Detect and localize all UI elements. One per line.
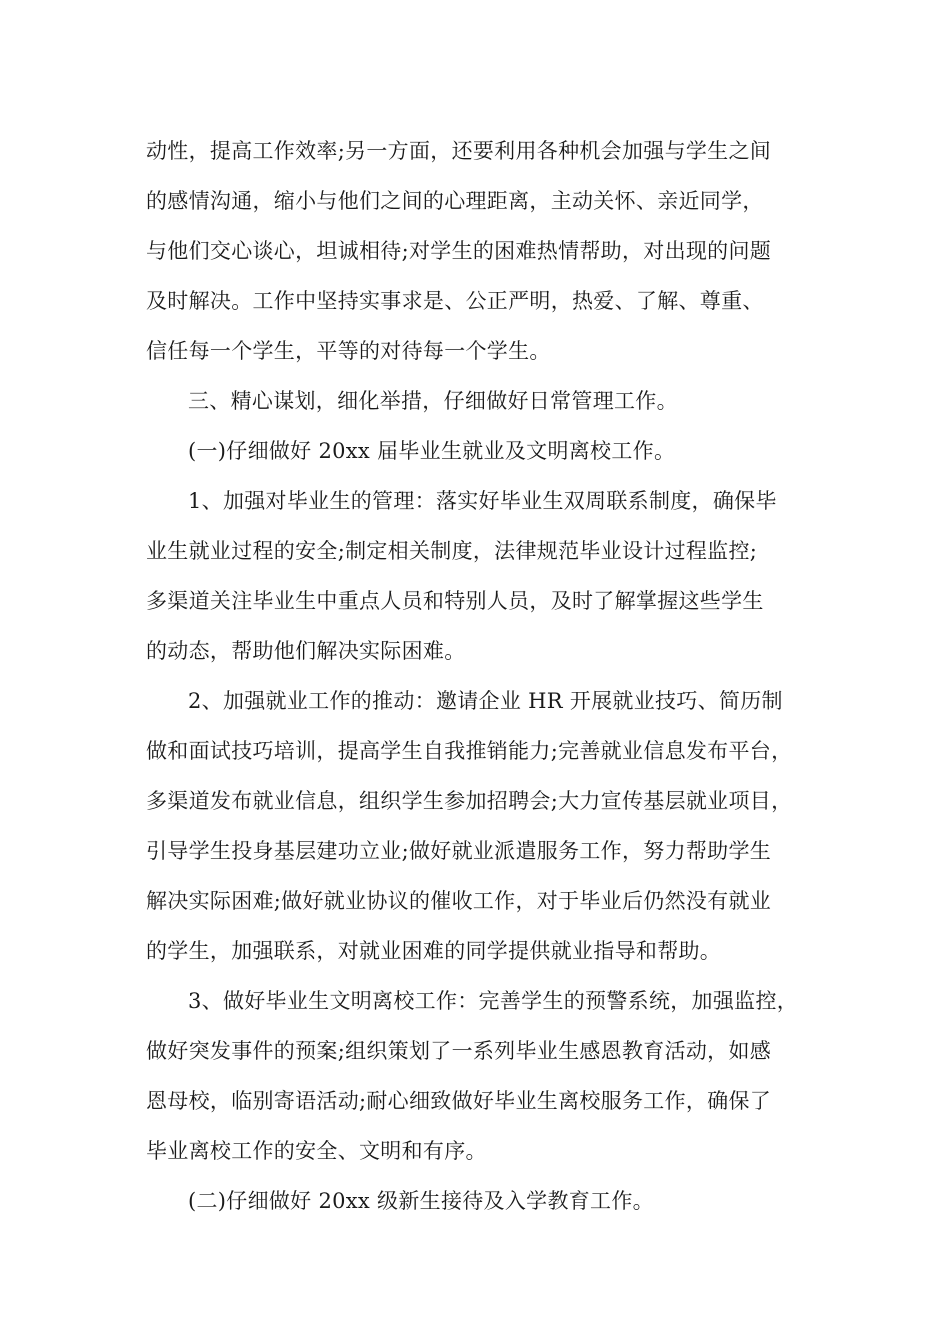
paragraph-line: 动性，提高工作效率;另一方面，还要利用各种机会加强与学生之间 bbox=[146, 139, 772, 163]
paragraph-line: 做和面试技巧培训，提高学生自我推销能力;完善就业信息发布平台， bbox=[146, 739, 793, 763]
subsection-heading: (一)仔细做好 20xx 届毕业生就业及文明离校工作。 bbox=[188, 439, 676, 463]
paragraph-line: 多渠道关注毕业生中重点人员和特别人员，及时了解掌握这些学生 bbox=[146, 589, 764, 613]
paragraph-line: 的学生，加强联系，对就业困难的同学提供就业指导和帮助。 bbox=[146, 939, 722, 963]
section-heading: 三、精心谋划，细化举措，仔细做好日常管理工作。 bbox=[188, 389, 678, 413]
paragraph-line: 2、加强就业工作的推动：邀请企业 HR 开展就业技巧、简历制 bbox=[188, 689, 783, 713]
paragraph-line: 毕业离校工作的安全、文明和有序。 bbox=[146, 1139, 487, 1163]
paragraph-line: 多渠道发布就业信息，组织学生参加招聘会;大力宣传基层就业项目， bbox=[146, 789, 793, 813]
paragraph-line: 及时解决。工作中坚持实事求是、公正严明，热爱、了解、尊重、 bbox=[146, 289, 764, 313]
paragraph-line: 引导学生投身基层建功立业;做好就业派遣服务工作，努力帮助学生 bbox=[146, 839, 772, 863]
paragraph-line: 的动态，帮助他们解决实际困难。 bbox=[146, 639, 466, 663]
paragraph-line: 信任每一个学生，平等的对待每一个学生。 bbox=[146, 339, 551, 363]
subsection-heading: (二)仔细做好 20xx 级新生接待及入学教育工作。 bbox=[188, 1189, 654, 1213]
paragraph-line: 的感情沟通，缩小与他们之间的心理距离，主动关怀、亲近同学， bbox=[146, 189, 764, 213]
paragraph-line: 业生就业过程的安全;制定相关制度，法律规范毕业设计过程监控; bbox=[146, 539, 758, 563]
paragraph-line: 与他们交心谈心，坦诚相待;对学生的困难热情帮助，对出现的问题 bbox=[146, 239, 772, 263]
paragraph-line: 1、加强对毕业生的管理：落实好毕业生双周联系制度，确保毕 bbox=[188, 489, 777, 513]
paragraph-line: 解决实际困难;做好就业协议的催收工作，对于毕业后仍然没有就业 bbox=[146, 889, 772, 913]
document-body bbox=[146, 126, 811, 1226]
paragraph-line: 恩母校，临别寄语活动;耐心细致做好毕业生离校服务工作，确保了 bbox=[146, 1089, 772, 1113]
paragraph-line: 3、做好毕业生文明离校工作：完善学生的预警系统，加强监控， bbox=[188, 989, 799, 1013]
paragraph-line: 做好突发事件的预案;组织策划了一系列毕业生感恩教育活动，如感 bbox=[146, 1039, 772, 1063]
